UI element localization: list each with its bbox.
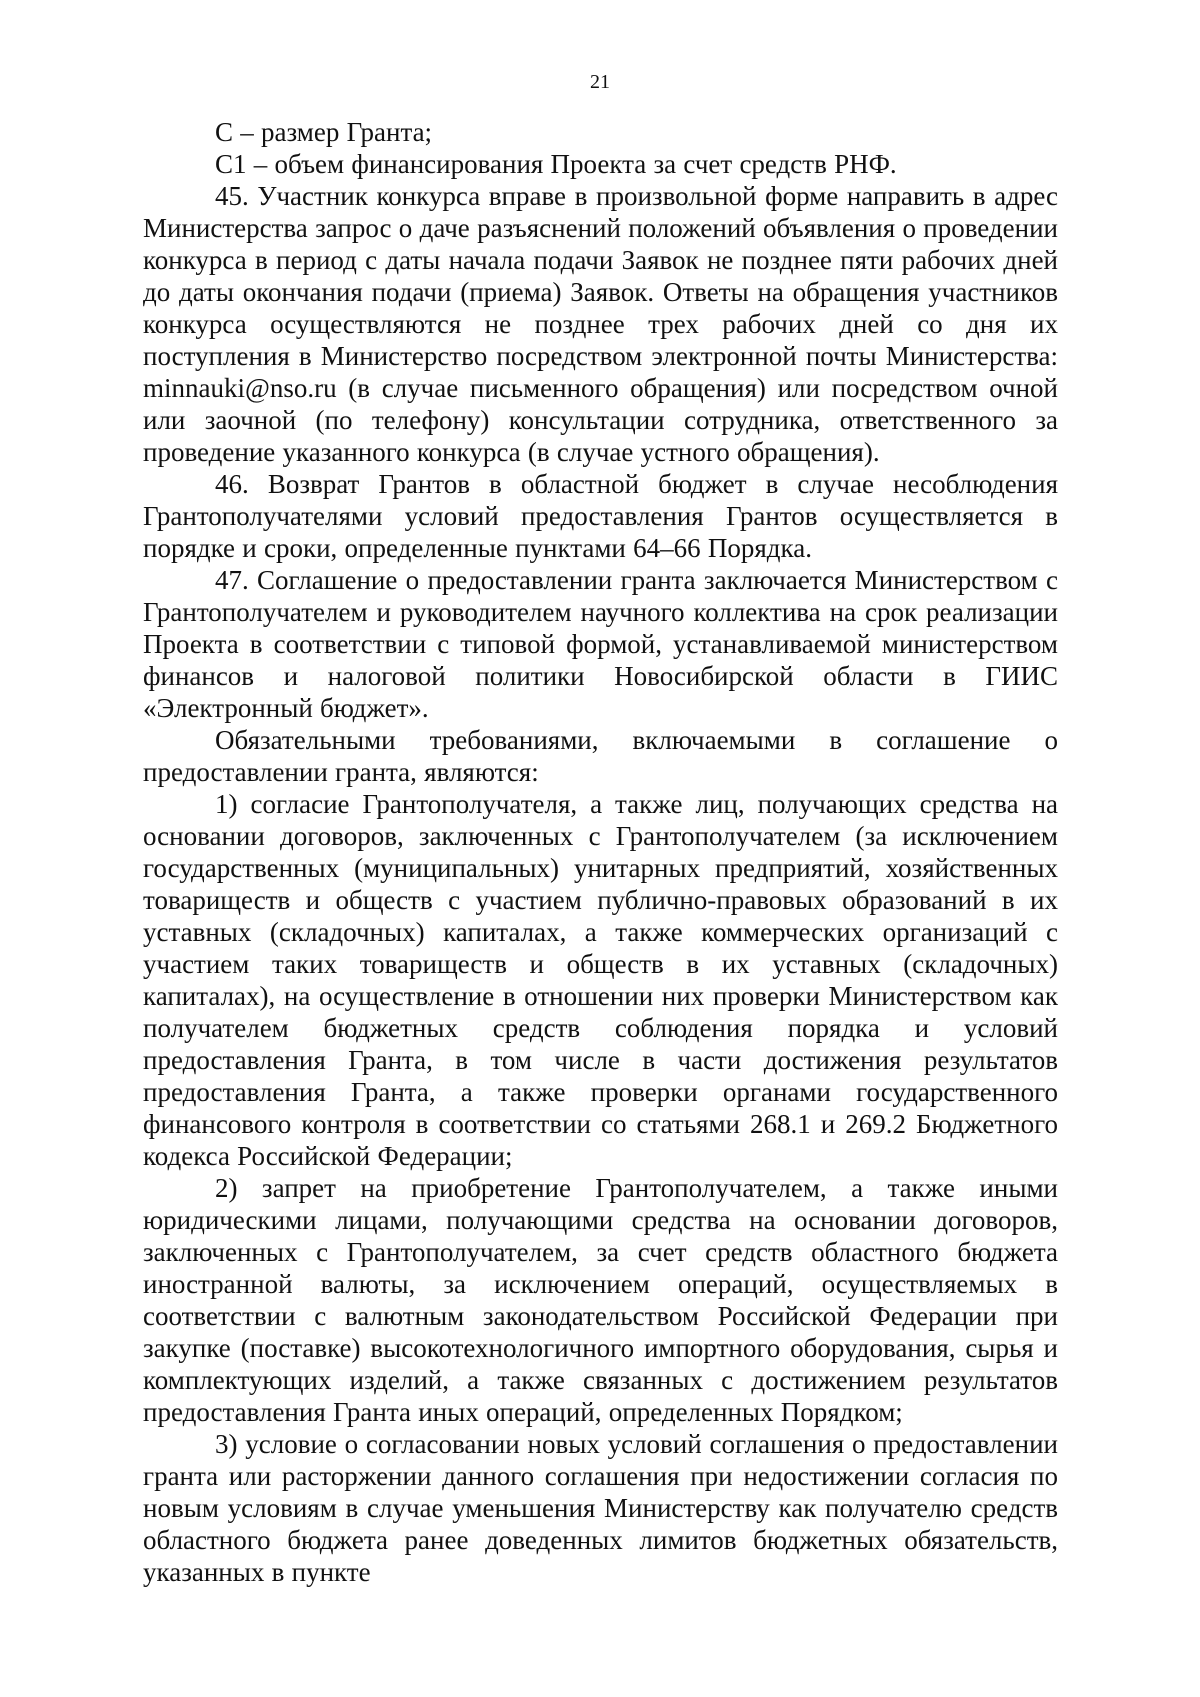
paragraph-c1-definition: С1 – объем финансирования Проекта за счет средств РНФ. [215,149,897,179]
paragraph-46: 46. Возврат Грантов в областной бюджет в случае несоблюдения Грантополучателями условий предоставления Грантов осуществляется в порядке и сроки, определенные пунктами 64–66 Порядка. [143,469,1058,563]
requirement-item-1: 1) согласие Грантополучателя, а также лиц, получающих средства на основании договоров, заключенных с Грантополучателем (за исключением государственных (муниципальных) унитарных предприятий, хозяйственных товариществ и обществ с участием публично-правовых образований в их уставных (складочных) капиталах, а также коммерческих организаций с участием таких товариществ и обществ в их уставных (складочных) капиталах), на осуществление в отношении них проверки Министерством как получателем бюджетных средств соблюдения порядка и условий предоставления Гранта, в том числе в части достижения результатов предоставления Гранта, а также проверки органами государственного финансового контроля в соответствии со статьями 268.1 и 269.2 Бюджетного кодекса Российской Федерации; [143,789,1058,1171]
page-number: 21 [590,71,610,93]
requirement-item-2: 2) запрет на приобретение Грантополучателем, а также иными юридическими лицами, получающими средства на основании договоров, заключенных с Грантополучателем, за счет средств областного бюджета иностранной валюты, за исключением операций, осуществляемых в соответствии с валютным законодательством Российской Федерации при закупке (поставке) высокотехнологичного импортного оборудования, сырья и комплектующих изделий, а также связанных с достижением результатов предоставления Гранта иных операций, определенных Порядком; [143,1173,1058,1427]
paragraph-mandatory-requirements: Обязательными требованиями, включаемыми в соглашение о предоставлении гранта, являются: [143,725,1058,787]
paragraph-45: 45. Участник конкурса вправе в произвольной форме направить в адрес Министерства запрос о даче разъяснений положений объявления о проведении конкурса в период с даты начала подачи Заявок не позднее пяти рабочих дней до даты окончания подачи (приема) Заявок. Ответы на обращения участников конкурса осуществляются не позднее трех рабочих дней со дня их поступления в Министерство посредством электронной почты Министерства: minnauki@nso.ru (в случае письменного обращения) или посредством очной или заочной (по телефону) консультации сотрудника, ответственного за проведение указанного конкурса (в случае устного обращения). [143,181,1058,467]
paragraph-c-definition: С – размер Гранта; [215,117,433,147]
paragraph-47: 47. Соглашение о предоставлении гранта заключается Министерством с Грантополучателем и руководителем научного коллектива на срок реализации Проекта в соответствии с типовой формой, устанавливаемой министерством финансов и налоговой политики Новосибирской области в ГИИС «Электронный бюджет». [143,565,1058,723]
document-body [143,116,1058,1588]
requirement-item-3: 3) условие о согласовании новых условий соглашения о предоставлении гранта или расторжении данного соглашения при недостижении согласия по новым условиям в случае уменьшения Министерству как получателю средств областного бюджета ранее доведенных лимитов бюджетных обязательств, указанных в пункте [143,1429,1058,1587]
